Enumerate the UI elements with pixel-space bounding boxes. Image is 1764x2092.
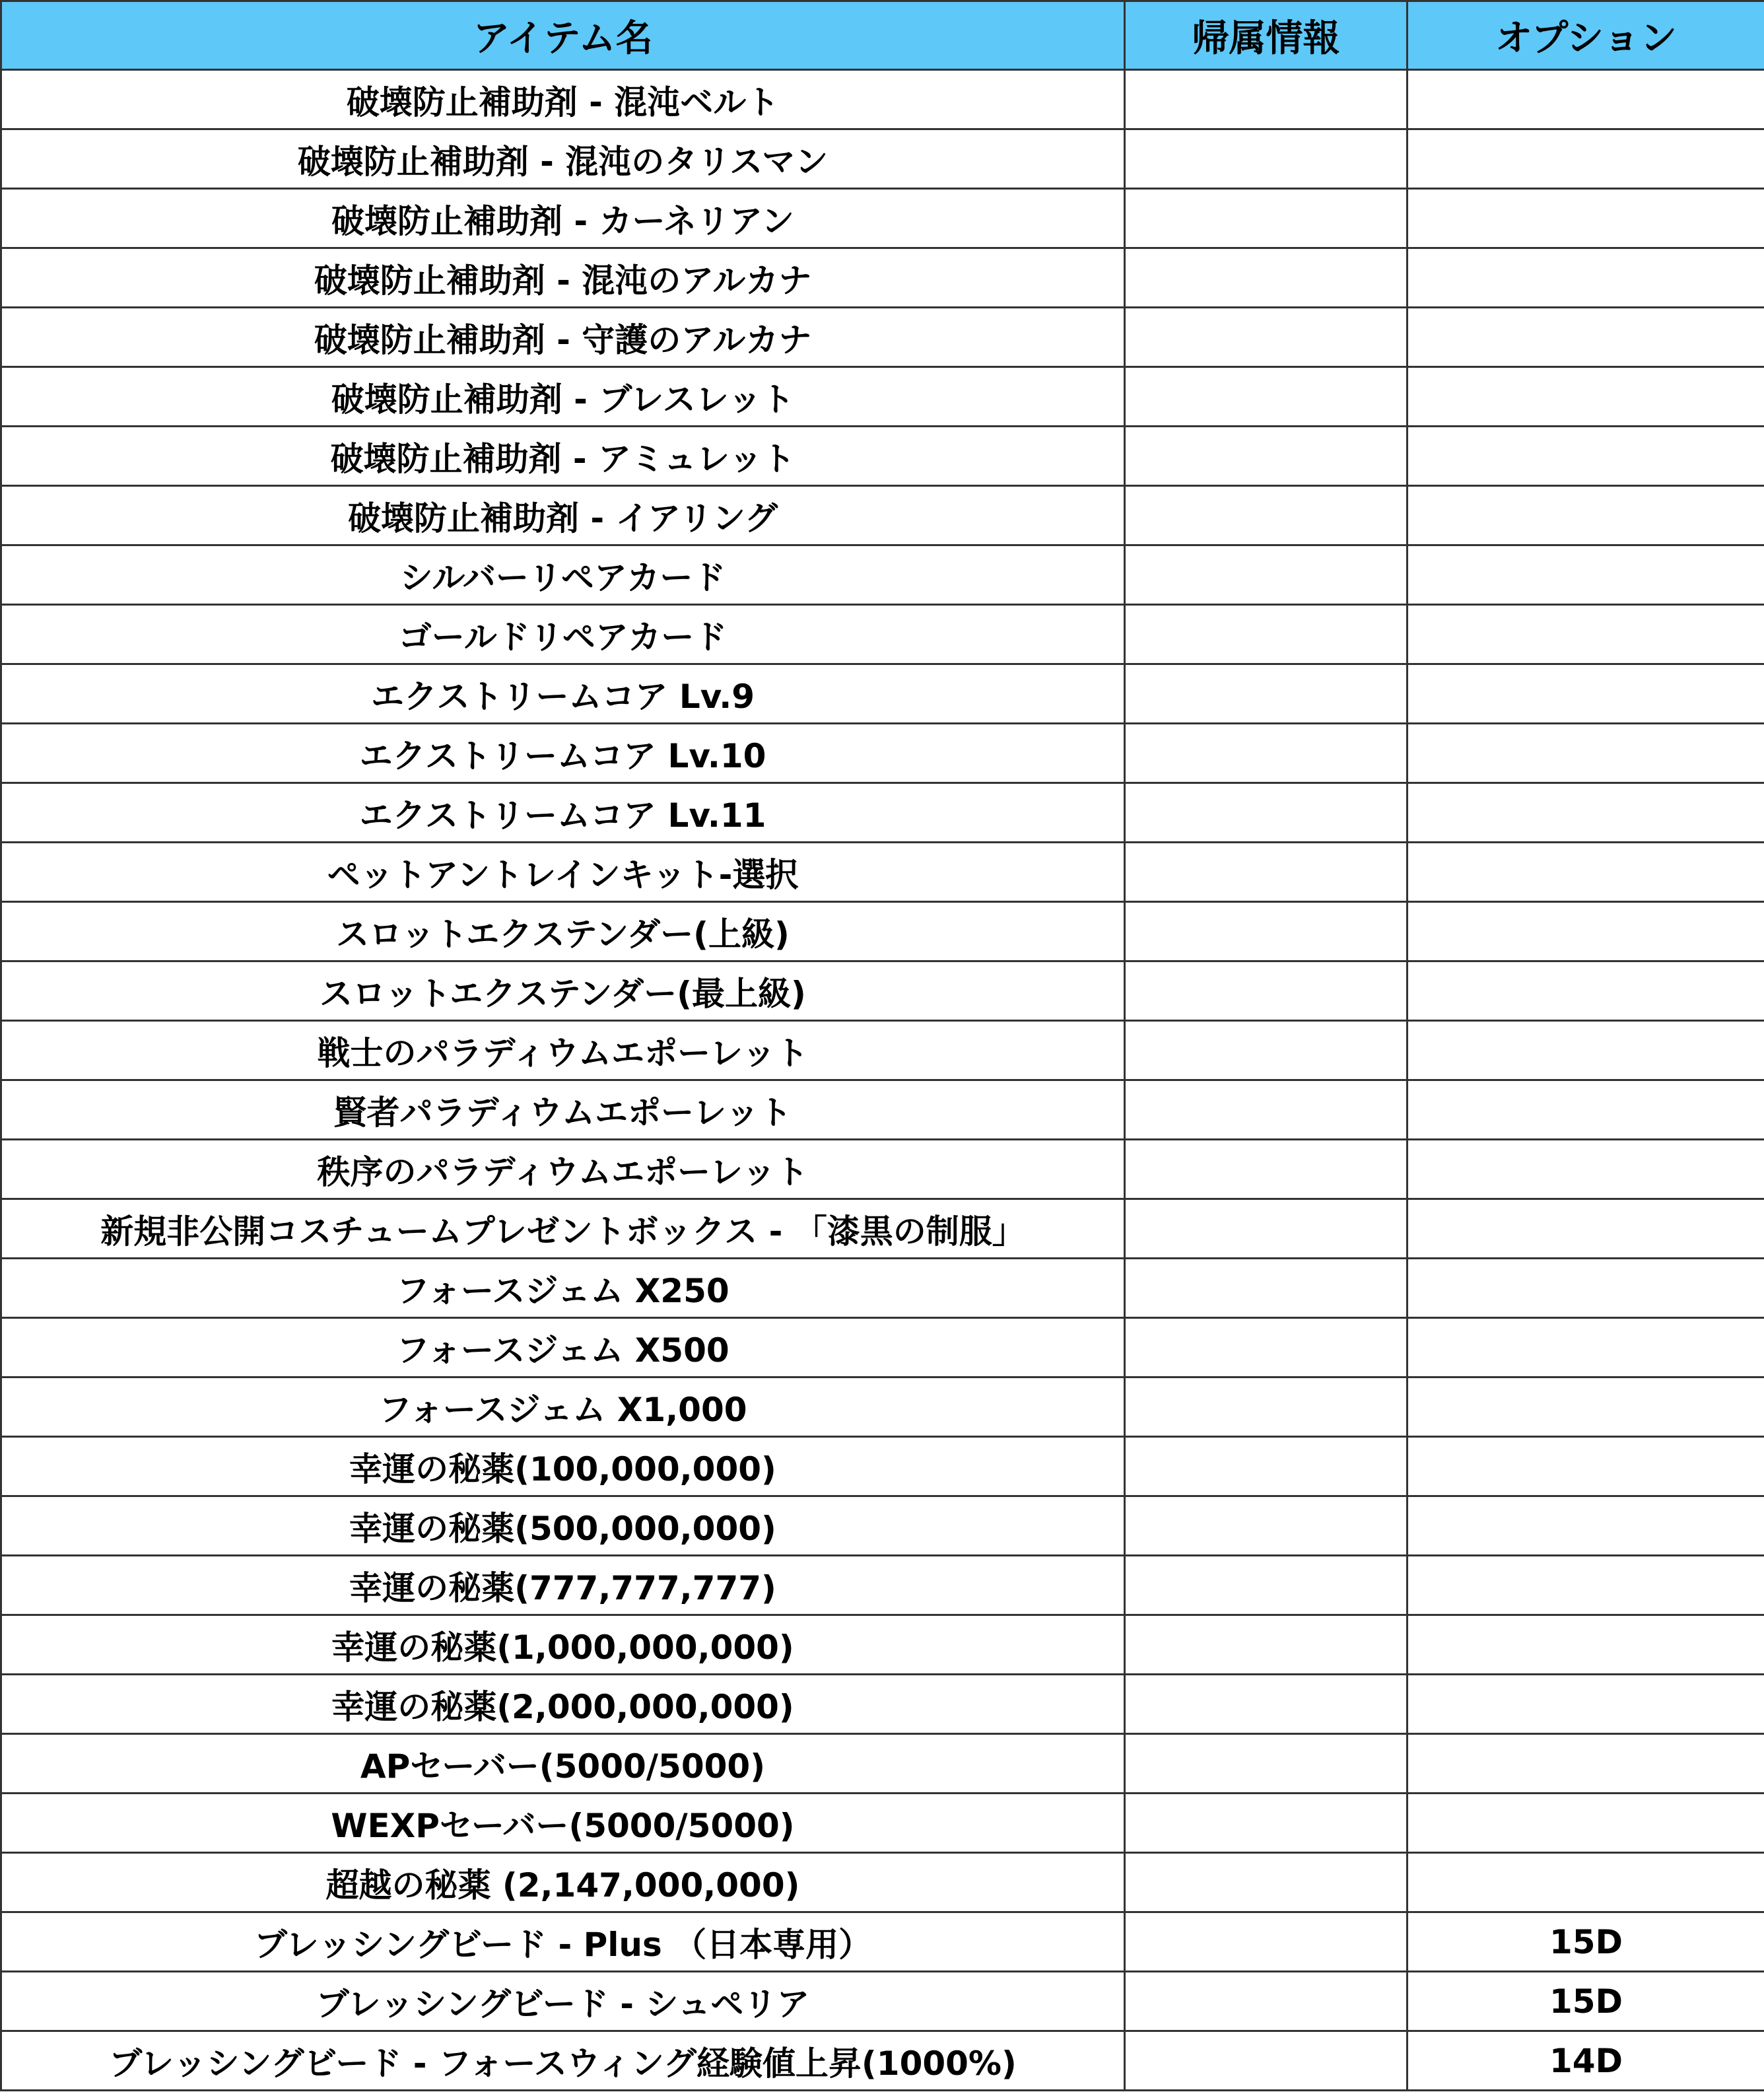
- table-row: [1, 1021, 1764, 1080]
- item-name-cell: 秩序のパラディウムエポーレット: [1, 1140, 1125, 1199]
- binding-cell: [1125, 1259, 1408, 1318]
- table-row: [1, 1377, 1764, 1437]
- option-cell: [1408, 843, 1764, 902]
- item-name-cell: 破壊防止補助剤 - 混沌のアルカナ: [1, 248, 1125, 308]
- option-cell: [1408, 902, 1764, 961]
- item-name-cell: 破壊防止補助剤 - イアリング: [1, 486, 1125, 545]
- item-name-cell: WEXPセーバー(5000/5000): [1, 1794, 1125, 1853]
- binding-cell: [1125, 308, 1408, 367]
- option-cell: [1408, 1853, 1764, 1912]
- option-cell: [1408, 1259, 1764, 1318]
- binding-cell: [1125, 1794, 1408, 1853]
- table-row: [1, 1259, 1764, 1318]
- table-row: [1, 1318, 1764, 1377]
- item-name-cell: スロットエクステンダー(最上級): [1, 961, 1125, 1021]
- option-cell: [1408, 1377, 1764, 1437]
- binding-cell: [1125, 783, 1408, 843]
- option-cell: [1408, 70, 1764, 129]
- table-row: [1, 783, 1764, 843]
- item-name-cell: 賢者パラディウムエポーレット: [1, 1080, 1125, 1140]
- table-row: [1, 664, 1764, 724]
- table-row: [1, 1140, 1764, 1199]
- option-cell: [1408, 1021, 1764, 1080]
- item-name-cell: 破壊防止補助剤 - カーネリアン: [1, 189, 1125, 248]
- option-cell: [1408, 486, 1764, 545]
- table-row: [1, 902, 1764, 961]
- table-row: [1, 129, 1764, 189]
- option-cell: [1408, 1734, 1764, 1794]
- item-name-cell: 新規非公開コスチュームプレゼントボックス - 「漆黒の制服」: [1, 1199, 1125, 1259]
- option-cell: [1408, 1080, 1764, 1140]
- table-row: [1, 1615, 1764, 1675]
- item-name-cell: 破壊防止補助剤 - アミュレット: [1, 427, 1125, 486]
- table-row: [1, 427, 1764, 486]
- table-row: [1, 1794, 1764, 1853]
- column-header-option: オプション: [1408, 1, 1764, 70]
- table-row: [1, 2031, 1764, 2091]
- item-name-cell: 破壊防止補助剤 - 混沌ベルト: [1, 70, 1125, 129]
- binding-cell: [1125, 902, 1408, 961]
- option-cell: [1408, 1437, 1764, 1496]
- option-cell: [1408, 961, 1764, 1021]
- option-cell: [1408, 189, 1764, 248]
- binding-cell: [1125, 427, 1408, 486]
- table-row: [1, 1972, 1764, 2031]
- binding-cell: [1125, 1496, 1408, 1556]
- binding-cell: [1125, 1853, 1408, 1912]
- option-cell: [1408, 1794, 1764, 1853]
- binding-cell: [1125, 843, 1408, 902]
- option-cell: [1408, 783, 1764, 843]
- table-body: [1, 70, 1764, 2091]
- option-cell: [1408, 248, 1764, 308]
- binding-cell: [1125, 1199, 1408, 1259]
- table-row: [1, 486, 1764, 545]
- item-name-cell: 破壊防止補助剤 - ブレスレット: [1, 367, 1125, 427]
- binding-cell: [1125, 1972, 1408, 2031]
- option-cell: [1408, 1615, 1764, 1675]
- binding-cell: [1125, 961, 1408, 1021]
- binding-cell: [1125, 1734, 1408, 1794]
- item-name-cell: 幸運の秘薬(777,777,777): [1, 1556, 1125, 1615]
- binding-cell: [1125, 486, 1408, 545]
- item-name-cell: ブレッシングビード - シュペリア: [1, 1972, 1125, 2031]
- option-cell: [1408, 1675, 1764, 1734]
- item-name-cell: 超越の秘薬 (2,147,000,000): [1, 1853, 1125, 1912]
- item-name-cell: フォースジェム X1,000: [1, 1377, 1125, 1437]
- option-cell: [1408, 664, 1764, 724]
- table-row: [1, 367, 1764, 427]
- table-row: [1, 843, 1764, 902]
- binding-cell: [1125, 1615, 1408, 1675]
- table-row: [1, 545, 1764, 605]
- item-name-cell: ブレッシングビード - フォースウィング経験値上昇(1000%): [1, 2031, 1125, 2091]
- binding-cell: [1125, 1318, 1408, 1377]
- option-cell: [1408, 129, 1764, 189]
- item-name-cell: APセーバー(5000/5000): [1, 1734, 1125, 1794]
- table-row: [1, 70, 1764, 129]
- option-cell: [1408, 1496, 1764, 1556]
- item-name-cell: フォースジェム X250: [1, 1259, 1125, 1318]
- table-row: [1, 1912, 1764, 1972]
- table-row: [1, 1496, 1764, 1556]
- option-cell: 15D: [1408, 1912, 1764, 1972]
- binding-cell: [1125, 1377, 1408, 1437]
- table-row: [1, 1437, 1764, 1496]
- binding-cell: [1125, 2031, 1408, 2091]
- column-header-item-name: アイテム名: [1, 1, 1125, 70]
- binding-cell: [1125, 248, 1408, 308]
- option-cell: [1408, 545, 1764, 605]
- binding-cell: [1125, 189, 1408, 248]
- header-row: [1, 1, 1764, 70]
- item-name-cell: スロットエクステンダー(上級): [1, 902, 1125, 961]
- item-name-cell: エクストリームコア Lv.9: [1, 664, 1125, 724]
- item-name-cell: 戦士のパラディウムエポーレット: [1, 1021, 1125, 1080]
- item-name-cell: フォースジェム X500: [1, 1318, 1125, 1377]
- column-header-binding: 帰属情報: [1125, 1, 1408, 70]
- table-row: [1, 961, 1764, 1021]
- item-name-cell: シルバーリペアカード: [1, 545, 1125, 605]
- table-row: [1, 1556, 1764, 1615]
- item-name-cell: 破壊防止補助剤 - 混沌のタリスマン: [1, 129, 1125, 189]
- item-name-cell: 幸運の秘薬(100,000,000): [1, 1437, 1125, 1496]
- table-row: [1, 1853, 1764, 1912]
- option-cell: [1408, 724, 1764, 783]
- item-name-cell: ブレッシングビード - Plus （日本専用）: [1, 1912, 1125, 1972]
- item-name-cell: 幸運の秘薬(1,000,000,000): [1, 1615, 1125, 1675]
- item-name-cell: エクストリームコア Lv.11: [1, 783, 1125, 843]
- table-row: [1, 308, 1764, 367]
- binding-cell: [1125, 1021, 1408, 1080]
- option-cell: [1408, 605, 1764, 664]
- item-name-cell: ペットアントレインキット-選択: [1, 843, 1125, 902]
- binding-cell: [1125, 1556, 1408, 1615]
- option-cell: 15D: [1408, 1972, 1764, 2031]
- binding-cell: [1125, 664, 1408, 724]
- binding-cell: [1125, 70, 1408, 129]
- table-row: [1, 605, 1764, 664]
- option-cell: [1408, 1199, 1764, 1259]
- binding-cell: [1125, 724, 1408, 783]
- binding-cell: [1125, 1675, 1408, 1734]
- binding-cell: [1125, 1080, 1408, 1140]
- binding-cell: [1125, 605, 1408, 664]
- item-name-cell: 幸運の秘薬(500,000,000): [1, 1496, 1125, 1556]
- option-cell: 14D: [1408, 2031, 1764, 2091]
- item-name-cell: 破壊防止補助剤 - 守護のアルカナ: [1, 308, 1125, 367]
- item-name-cell: ゴールドリペアカード: [1, 605, 1125, 664]
- binding-cell: [1125, 1437, 1408, 1496]
- item-name-cell: 幸運の秘薬(2,000,000,000): [1, 1675, 1125, 1734]
- table-row: [1, 248, 1764, 308]
- item-name-cell: エクストリームコア Lv.10: [1, 724, 1125, 783]
- binding-cell: [1125, 1140, 1408, 1199]
- table-row: [1, 1080, 1764, 1140]
- option-cell: [1408, 367, 1764, 427]
- table-row: [1, 189, 1764, 248]
- option-cell: [1408, 1140, 1764, 1199]
- table-row: [1, 1199, 1764, 1259]
- table-row: [1, 1734, 1764, 1794]
- option-cell: [1408, 1318, 1764, 1377]
- binding-cell: [1125, 1912, 1408, 1972]
- option-cell: [1408, 1556, 1764, 1615]
- table-row: [1, 724, 1764, 783]
- table-row: [1, 1675, 1764, 1734]
- binding-cell: [1125, 129, 1408, 189]
- binding-cell: [1125, 367, 1408, 427]
- binding-cell: [1125, 545, 1408, 605]
- option-cell: [1408, 427, 1764, 486]
- option-cell: [1408, 308, 1764, 367]
